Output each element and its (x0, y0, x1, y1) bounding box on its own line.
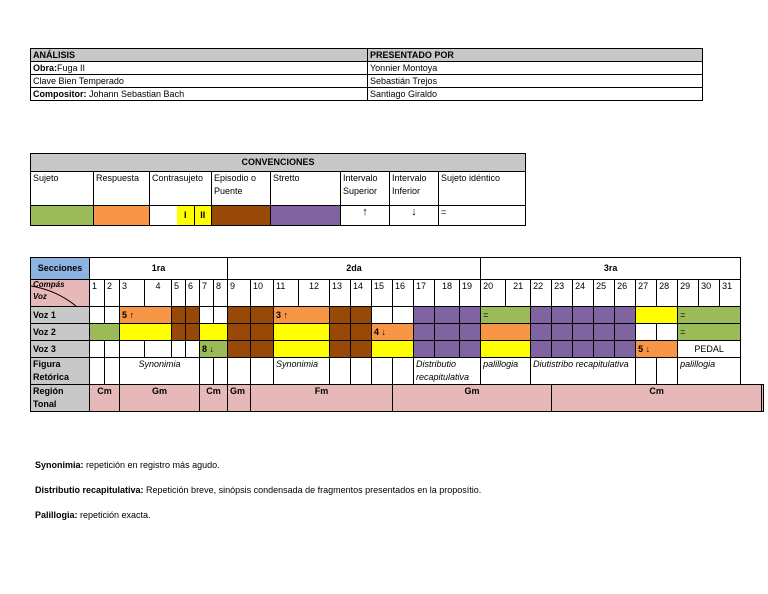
voz-1-label: Voz 1 (31, 307, 90, 324)
v3-c6 (186, 341, 200, 358)
note-text: Repetición breve, sinópsis condensada de fragmentos presentados en la proposítio. (143, 485, 482, 495)
voz-3-label: Voz 3 (31, 341, 90, 358)
v3-c9 (228, 341, 251, 358)
presenter-1: Yonnier Montoya (368, 62, 703, 75)
v3-c19 (460, 341, 481, 358)
swatch-respuesta (94, 206, 150, 226)
section-3: 3ra (481, 258, 741, 280)
work-cell (31, 62, 368, 75)
v1-c27 (636, 307, 678, 324)
conv-sujeto: Sujeto (31, 172, 94, 206)
conventions-table (30, 153, 526, 226)
note-text: repetición en registro más agudo. (83, 460, 220, 470)
region-gm-1: Gm (120, 385, 200, 412)
v2-c25 (594, 324, 615, 341)
v3-c4 (145, 341, 172, 358)
conv-episodio: Episodio o Puente (212, 172, 271, 206)
f-c8 (214, 358, 228, 385)
presented-by-header: PRESENTADO POR (368, 49, 703, 62)
measure-22: 22 (531, 280, 552, 307)
measure-12: 12 (299, 280, 330, 307)
measure-16: 16 (393, 280, 414, 307)
v2-c28 (657, 324, 678, 341)
note-palillogia (35, 510, 151, 520)
measure-1: 1 (90, 280, 105, 307)
v2-c14 (351, 324, 372, 341)
v2-c23 (552, 324, 573, 341)
measure-15: 15 (372, 280, 393, 307)
section-1: 1ra (90, 258, 228, 280)
conv-stretto: Stretto (271, 172, 341, 206)
composer-value: Johann Sebastian Bach (86, 89, 185, 99)
measure-25: 25 (594, 280, 615, 307)
v2-c1 (90, 324, 120, 341)
measure-11: 11 (274, 280, 299, 307)
v2-c5 (172, 324, 186, 341)
section-2: 2da (228, 258, 481, 280)
v1-c13 (330, 307, 351, 324)
v1-c15 (372, 307, 393, 324)
v1-c18 (435, 307, 460, 324)
v2-c20 (481, 324, 531, 341)
f-c16 (393, 358, 414, 385)
voz-2-label: Voz 2 (31, 324, 90, 341)
compas-voz-cell (31, 280, 90, 307)
v3-c26 (615, 341, 636, 358)
measure-14: 14 (351, 280, 372, 307)
figura-label: Figura Retórica (31, 358, 90, 385)
v2-c13 (330, 324, 351, 341)
f-c27 (636, 358, 657, 385)
v3-c3 (120, 341, 145, 358)
f-c14 (351, 358, 372, 385)
measure-19: 19 (460, 280, 481, 307)
voz-3-row (31, 341, 764, 358)
measure-21: 21 (506, 280, 531, 307)
measure-10: 10 (251, 280, 274, 307)
v1-c10 (251, 307, 274, 324)
work-label: Obra: (33, 63, 58, 73)
v3-c23 (552, 341, 573, 358)
v2-c27 (636, 324, 657, 341)
figura-synonimia-1: Synonimia (120, 358, 200, 385)
measure-9: 9 (228, 280, 251, 307)
region-c (762, 385, 764, 412)
swatch-stretto (271, 206, 341, 226)
v2-c18 (435, 324, 460, 341)
swatch-sujeto (31, 206, 94, 226)
measure-30: 30 (699, 280, 720, 307)
equal-sign: = (439, 206, 526, 226)
measure-4: 4 (145, 280, 172, 307)
v1-sujeto-mark-2: = (678, 307, 741, 324)
contrasujeto-ii: II (195, 206, 212, 225)
v3-c20 (481, 341, 531, 358)
v2-respuesta-mark: 4 ↓ (372, 324, 414, 341)
conv-sujeto-identico: Sujeto idéntico (439, 172, 526, 206)
voz-label: Voz (33, 292, 47, 301)
v1-respuesta-mark-2: 3 ↑ (274, 307, 330, 324)
v3-c5 (172, 341, 186, 358)
v1-c22 (531, 307, 552, 324)
region-gm-3: Gm (393, 385, 552, 412)
f-c15 (372, 358, 393, 385)
conv-respuesta: Respuesta (94, 172, 150, 206)
v1-c9 (228, 307, 251, 324)
v1-c16 (393, 307, 414, 324)
contrasujeto-i: I (177, 206, 195, 225)
measure-2: 2 (105, 280, 120, 307)
figura-synonimia-2: Synonimia (274, 358, 330, 385)
v1-c26 (615, 307, 636, 324)
measure-31: 31 (720, 280, 741, 307)
v2-c6 (186, 324, 200, 341)
note-term: Palillogia: (35, 510, 78, 520)
region-cm-3: Cm (552, 385, 762, 412)
note-term: Synonimia: (35, 460, 84, 470)
v1-c1 (90, 307, 105, 324)
info-table (30, 48, 703, 101)
measure-27: 27 (636, 280, 657, 307)
v3-c22 (531, 341, 552, 358)
measure-26: 26 (615, 280, 636, 307)
conv-contrasujeto: Contrasujeto (150, 172, 212, 206)
v1-c23 (552, 307, 573, 324)
note-term: Distributio recapitulativa: (35, 485, 144, 495)
note-distributio (35, 485, 481, 495)
v1-c19 (460, 307, 481, 324)
region-gm-2: Gm (228, 385, 251, 412)
measure-3: 3 (120, 280, 145, 307)
v1-c24 (573, 307, 594, 324)
v3-c18 (435, 341, 460, 358)
conv-int-inf: Intervalo Inferior (390, 172, 439, 206)
v3-c10 (251, 341, 274, 358)
sections-table (30, 257, 764, 412)
compas-label: Compás (33, 280, 65, 289)
figura-diutistribo: Diutistribo recapitulativa (531, 358, 636, 385)
collection-cell: Clave Bien Temperado (31, 75, 368, 88)
region-cm-1: Cm (90, 385, 120, 412)
v2-c22 (531, 324, 552, 341)
v3-c13 (330, 341, 351, 358)
v1-c14 (351, 307, 372, 324)
v2-c17 (414, 324, 435, 341)
v3-sujeto-mark: 8 ↓ (200, 341, 228, 358)
measure-8: 8 (214, 280, 228, 307)
v2-c24 (573, 324, 594, 341)
f-c1 (90, 358, 105, 385)
v2-c7 (200, 324, 228, 341)
note-text: repetición exacta. (77, 510, 151, 520)
conventions-title: CONVENCIONES (31, 154, 526, 172)
region-row (31, 385, 764, 412)
v2-c26 (615, 324, 636, 341)
measure-23: 23 (552, 280, 573, 307)
measure-29: 29 (678, 280, 699, 307)
v1-respuesta-mark: 5 ↑ (120, 307, 172, 324)
v3-c15 (372, 341, 414, 358)
presenter-3: Santiago Giraldo (368, 88, 703, 101)
figura-distributio: Distributio recapitulativa (414, 358, 481, 385)
measure-7: 7 (200, 280, 214, 307)
v3-c11 (274, 341, 330, 358)
v2-c19 (460, 324, 481, 341)
presenter-2: Sebastián Trejos (368, 75, 703, 88)
measure-18: 18 (435, 280, 460, 307)
voz-1-row (31, 307, 764, 324)
v2-c11 (274, 324, 330, 341)
measure-24: 24 (573, 280, 594, 307)
work-value: Fuga II (57, 63, 86, 73)
f-c7 (200, 358, 214, 385)
swatch-contrasujeto (150, 206, 212, 226)
f-c28 (657, 358, 678, 385)
measure-5: 5 (172, 280, 186, 307)
v3-c17 (414, 341, 435, 358)
composer-cell (31, 88, 368, 101)
arrow-up-icon: ↑ (341, 206, 390, 226)
figura-palillogia-2: palillogia (678, 358, 741, 385)
measure-20: 20 (481, 280, 506, 307)
arrow-down-icon: ↓ (390, 206, 439, 226)
f-c13 (330, 358, 351, 385)
v2-c9 (228, 324, 251, 341)
v1-c5 (172, 307, 186, 324)
figura-palillogia-1: palillogia (481, 358, 531, 385)
v3-respuesta-mark: 5 ↓ (636, 341, 678, 358)
v1-c2 (105, 307, 120, 324)
figura-row (31, 358, 764, 385)
measure-13: 13 (330, 280, 351, 307)
composer-label: Compositor: (33, 89, 87, 99)
v3-c1 (90, 341, 105, 358)
v3-c25 (594, 341, 615, 358)
v2-c3 (120, 324, 172, 341)
region-cm-2: Cm (200, 385, 228, 412)
v3-c24 (573, 341, 594, 358)
v1-c8 (214, 307, 228, 324)
v1-c6 (186, 307, 200, 324)
swatch-episodio (212, 206, 271, 226)
v2-sujeto-mark: = (678, 324, 741, 341)
v1-sujeto-mark: = (481, 307, 531, 324)
f-c9 (228, 358, 251, 385)
measure-6: 6 (186, 280, 200, 307)
f-c2 (105, 358, 120, 385)
v2-c10 (251, 324, 274, 341)
voz-2-row (31, 324, 764, 341)
measure-28: 28 (657, 280, 678, 307)
f-c10 (251, 358, 274, 385)
conv-int-sup: Intervalo Superior (341, 172, 390, 206)
analysis-header: ANÁLISIS (31, 49, 368, 62)
v1-c17 (414, 307, 435, 324)
v3-pedal: PEDAL (678, 341, 741, 358)
v3-c14 (351, 341, 372, 358)
measure-17: 17 (414, 280, 435, 307)
note-synonimia (35, 460, 220, 470)
v3-c2 (105, 341, 120, 358)
region-fm: Fm (251, 385, 393, 412)
v1-c7 (200, 307, 214, 324)
region-label: Región Tonal (31, 385, 90, 412)
v1-c25 (594, 307, 615, 324)
sections-header: Secciones (31, 258, 90, 280)
